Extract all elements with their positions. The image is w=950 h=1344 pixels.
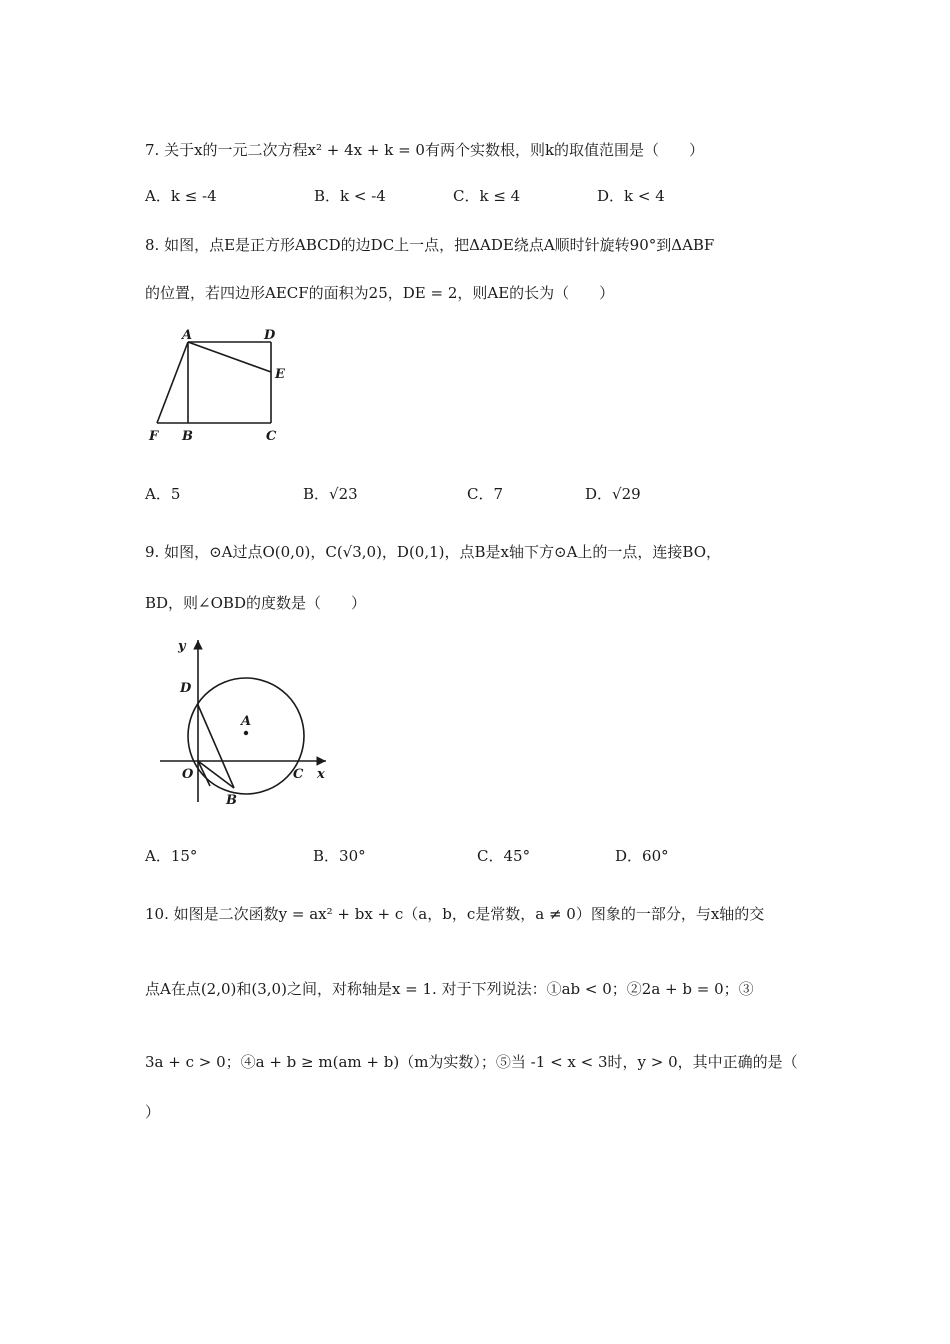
q8-stem-line1: 8. 如图，点E是正方形ABCD的边DC上一点，把ΔADE绕点A顺时针旋转90°到ΔABF	[145, 236, 715, 254]
q7-option-b: B．k < -4	[314, 187, 386, 205]
q9-option-d: D．60°	[615, 847, 669, 865]
q8-option-c: C．7	[467, 485, 504, 503]
label-y: y	[178, 639, 186, 654]
q7-option-c: C．k ≤ 4	[453, 187, 521, 205]
q10-line1: 10. 如图是二次函数y = ax² + bx + c（a，b，c是常数，a ≠ 0）图象的一部分，与x轴的交	[145, 905, 765, 923]
label-d: D	[180, 681, 192, 696]
label-x: x	[317, 767, 325, 782]
label-d: D	[264, 328, 276, 343]
q10-line4: ）	[145, 1103, 161, 1121]
label-a: A	[182, 328, 193, 343]
label-b: B	[182, 429, 193, 444]
q9-circle-figure	[160, 630, 340, 815]
q8-option-a: A．5	[145, 485, 181, 503]
q9-stem-line2: BD，则∠OBD的度数是（ ）	[145, 594, 366, 612]
q8-stem-line2: 的位置，若四边形AECF的面积为25，DE = 2，则AE的长为（ ）	[145, 284, 615, 302]
q8-option-b: B．√23	[303, 485, 358, 503]
segment-ae	[188, 342, 271, 372]
q7-stem: 7. 关于x的一元二次方程x² + 4x + k = 0有两个实数根，则k的取值范围是（ ）	[145, 141, 705, 159]
q8-square-figure	[140, 322, 300, 447]
q7-option-a: A．k ≤ -4	[145, 187, 217, 205]
label-o: O	[182, 767, 194, 782]
label-f: F	[149, 429, 159, 444]
label-b: B	[226, 793, 237, 808]
label-c: C	[266, 429, 277, 444]
q9-option-c: C．45°	[477, 847, 531, 865]
q9-stem-line1: 9. 如图，⊙A过点O(0,0)，C(√3,0)，D(0,1)，点B是x轴下方⊙A上的一点，连接BO，	[145, 543, 722, 561]
label-e: E	[275, 367, 285, 382]
q10-line3: 3a + c > 0；④a + b ≥ m(am + b)（m为实数）；⑤当 -1 < x < 3时，y > 0，其中正确的是（	[145, 1053, 798, 1071]
q9-option-a: A．15°	[145, 847, 198, 865]
q7-option-d: D．k < 4	[597, 187, 665, 205]
label-c: C	[293, 767, 304, 782]
label-a: A	[241, 714, 252, 729]
q8-option-d: D．√29	[585, 485, 641, 503]
segment-af	[157, 342, 188, 423]
center-point-a	[244, 731, 248, 735]
q9-option-b: B．30°	[313, 847, 366, 865]
q10-line2: 点A在点(2,0)和(3,0)之间，对称轴是x = 1. 对于下列说法：①ab < 0；②2a + b = 0；③	[145, 980, 754, 998]
